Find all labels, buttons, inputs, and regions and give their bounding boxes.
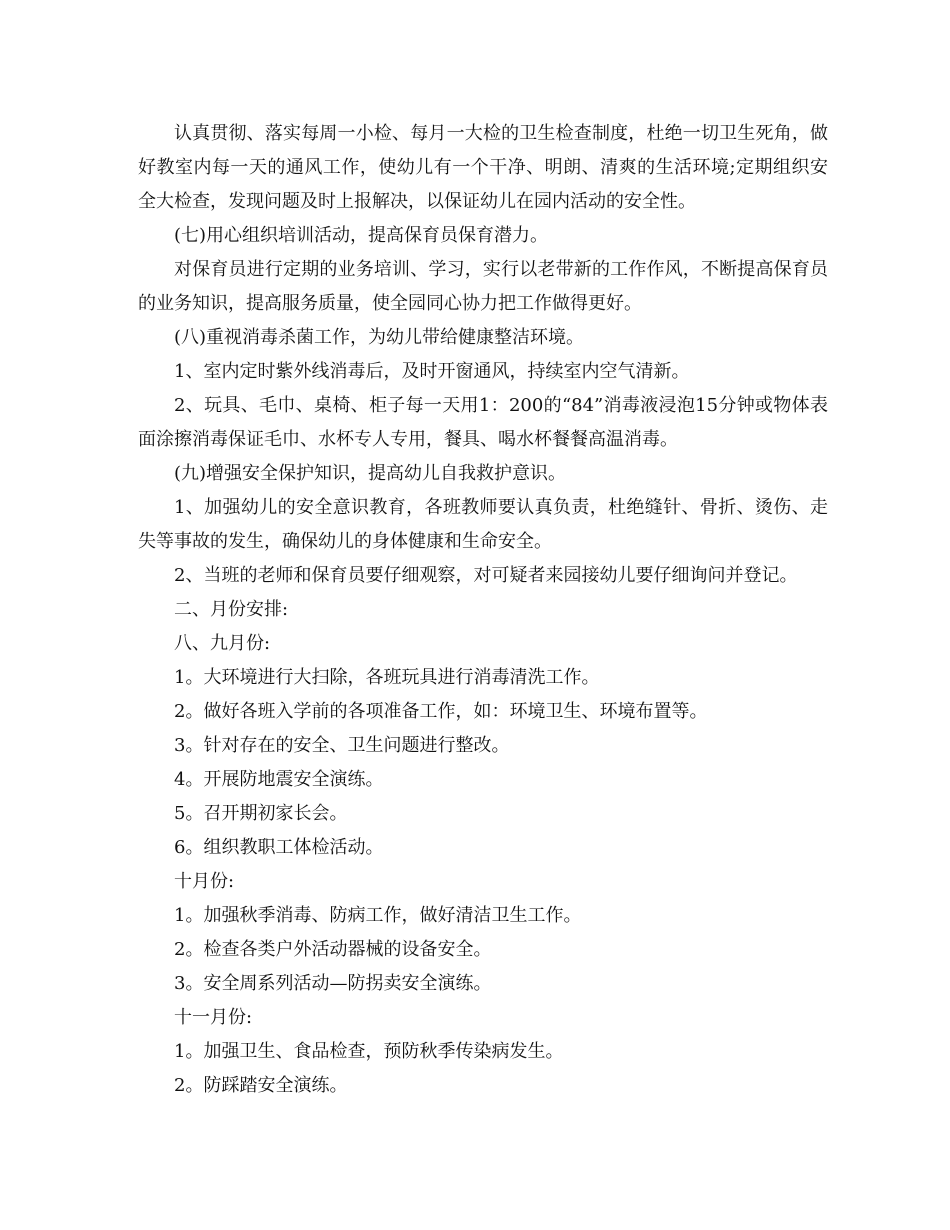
list-item-aug-sep-1: 1。大环境进行大扫除，各班玩具进行消毒清洗工作。 (174, 667, 600, 688)
list-item-november-1: 1。加强卫生、食品检查，预防秋季传染病发生。 (174, 1041, 564, 1062)
paragraph-staff-training: 对保育员进行定期的业务培训、学习，实行以老带新的工作作风，不断提高保育员的业务知识，提高服务质量，使全园同心协力把工作做得更好。 (138, 259, 828, 314)
heading-section-8: (八)重视消毒杀菌工作，为幼儿带给健康整洁环境。 (174, 327, 585, 348)
list-item-safety-2: 2、当班的老师和保育员要仔细观察，对可疑者来园接幼儿要仔细询问并登记。 (174, 565, 798, 586)
list-item-aug-sep-3: 3。针对存在的安全、卫生问题进行整改。 (174, 735, 510, 756)
list-item-aug-sep-2: 2。做好各班入学前的各项准备工作，如：环境卫生、环境布置等。 (174, 701, 708, 722)
list-item-aug-sep-4: 4。开展防地震安全演练。 (174, 769, 384, 790)
document-body (138, 117, 828, 1103)
list-item-disinfection-1: 1、室内定时紫外线消毒后，及时开窗通风，持续室内空气清新。 (174, 361, 690, 382)
heading-october: 十月份: (174, 871, 235, 892)
heading-aug-sep: 八、九月份: (174, 633, 271, 654)
list-item-november-2: 2。防踩踏安全演练。 (174, 1075, 348, 1096)
list-item-safety-1: 1、加强幼儿的安全意识教育，各班教师要认真负责，杜绝缝针、骨折、烫伤、走失等事故的发生，确保幼儿的身体健康和生命安全。 (138, 497, 828, 552)
list-item-aug-sep-5: 5。召开期初家长会。 (174, 803, 348, 824)
list-item-october-3: 3。安全周系列活动—防拐卖安全演练。 (174, 973, 492, 994)
heading-section-9: (九)增强安全保护知识，提高幼儿自我救护意识。 (174, 463, 567, 484)
paragraph-hygiene-inspection: 认真贯彻、落实每周一小检、每月一大检的卫生检查制度，杜绝一切卫生死角，做好教室内每一天的通风工作，使幼儿有一个干净、明朗、清爽的生活环境;定期组织安全大检查，发现问题及时上报解决，以保证幼儿在园内活动的安全性。 (138, 123, 828, 212)
heading-monthly-schedule: 二、月份安排: (174, 599, 289, 620)
heading-november: 十一月份: (174, 1007, 253, 1028)
heading-section-7: (七)用心组织培训活动，提高保育员保育潜力。 (174, 225, 549, 246)
list-item-disinfection-2: 2、玩具、毛巾、桌椅、柜子每一天用1：200的“84”消毒液浸泡15分钟或物体表面涂擦消毒保证毛巾、水杯专人专用，餐具、喝水杯餐餐高温消毒。 (138, 395, 828, 450)
list-item-october-1: 1。加强秋季消毒、防病工作，做好清洁卫生工作。 (174, 905, 582, 926)
list-item-aug-sep-6: 6。组织教职工体检活动。 (174, 837, 384, 858)
list-item-october-2: 2。检查各类户外活动器械的设备安全。 (174, 939, 492, 960)
